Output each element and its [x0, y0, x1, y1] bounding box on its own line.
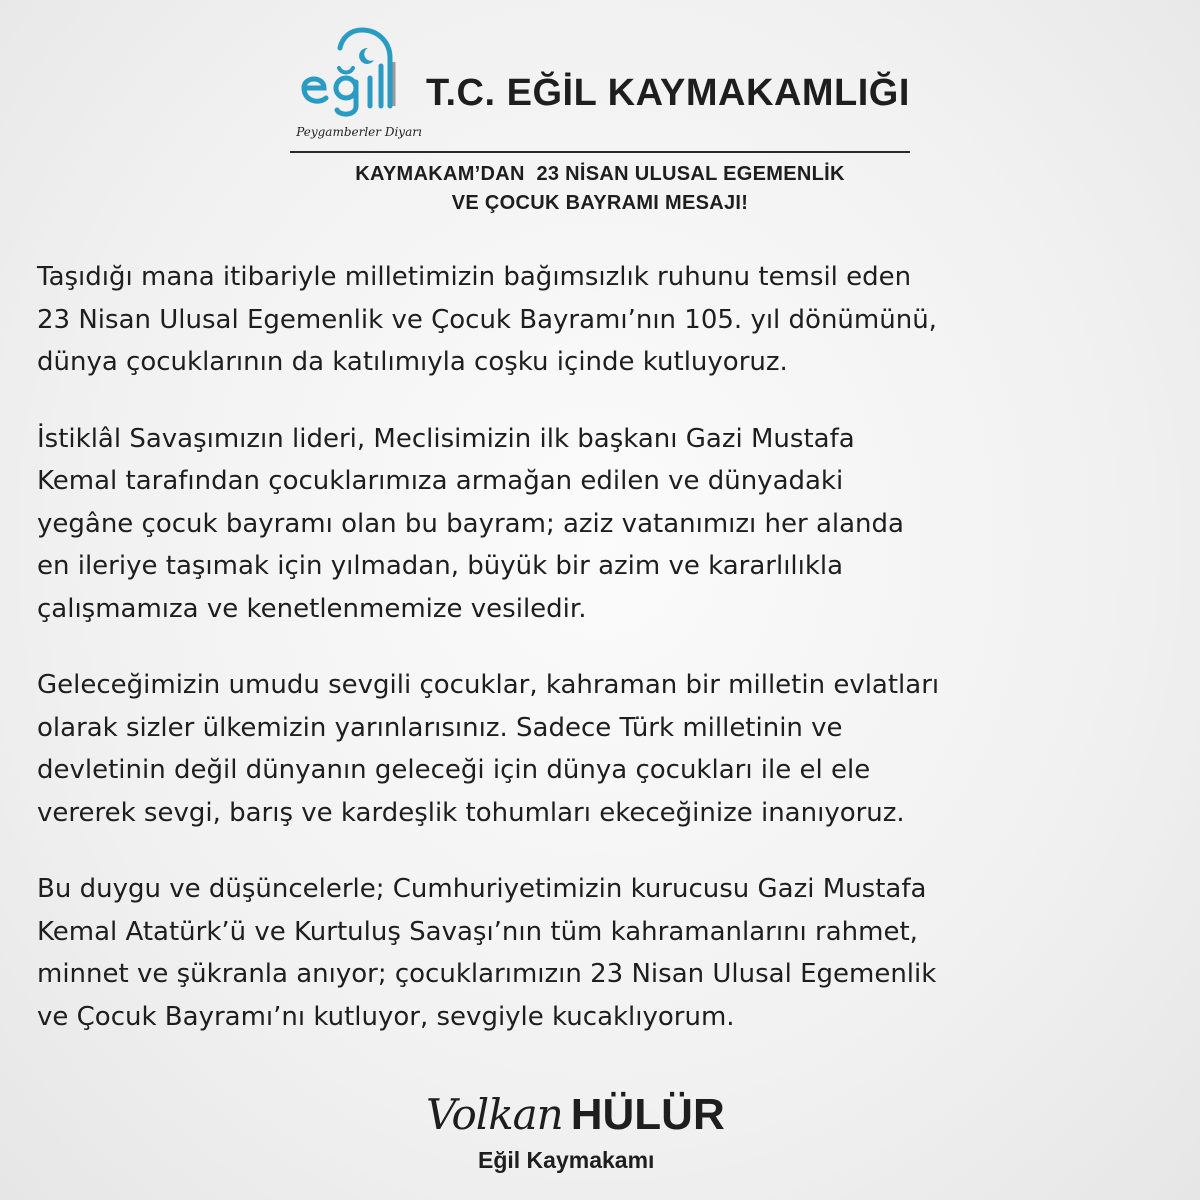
- paragraph-3: [37, 664, 1167, 834]
- organization-title: T.C. EĞİL KAYMAKAMLIĞI: [426, 72, 910, 114]
- header: [290, 18, 930, 148]
- logo-tagline: Peygamberler Diyarı: [296, 125, 422, 139]
- text-line: ve Çocuk Bayramı’nı kutluyor, sevgiyle kucaklıyorum.: [37, 1001, 735, 1032]
- text-line: Taşıdığı mana itibariyle milletimizin bağımsızlık ruhunu temsil eden: [37, 262, 912, 292]
- text-line: İstiklâl Savaşımızın lideri, Meclisimizin ilk başkanı Gazi Mustafa: [37, 423, 855, 454]
- text-line: minnet ve şükranla anıyor; çocuklarımızın 23 Nisan Ulusal Egemenlik: [37, 959, 937, 989]
- egil-logo: [294, 22, 424, 152]
- text-line: Kemal tarafından çocuklarımıza armağan edilen ve dünyadaki: [37, 466, 844, 496]
- paragraph-4: [37, 868, 1167, 1038]
- header-divider: [290, 151, 910, 153]
- signature-block: [420, 1090, 800, 1190]
- signatory-name: [426, 1090, 725, 1140]
- text-line: en ileriye taşımak için yılmadan, büyük bir azim ve kararlılıkla: [37, 551, 844, 581]
- text-line: yegâne çocuk bayramı olan bu bayram; aziz vatanımızı her alanda: [37, 508, 904, 539]
- subject-line: KAYMAKAM’DAN 23 NİSAN ULUSAL EGEMENLİK: [355, 163, 845, 185]
- text-line: vererek sevgi, barış ve kardeşlik tohumları ekeceğinize inanıyoruz.: [37, 797, 905, 828]
- text-line: 23 Nisan Ulusal Egemenlik ve Çocuk Bayramı’nın 105. yıl dönümünü,: [37, 304, 937, 335]
- text-line: olarak sizler ülkemizin yarınlarısınız. Sadece Türk milletinin ve: [37, 712, 843, 743]
- paragraph-2: [37, 418, 1167, 631]
- signatory-last-name: HÜLÜR: [570, 1090, 725, 1139]
- subject-line: VE ÇOCUK BAYRAMI MESAJI!: [451, 192, 749, 214]
- egil-logo-icon: [294, 22, 424, 122]
- text-line: Bu duygu ve düşüncelerle; Cumhuriyetimizin kurucusu Gazi Mustafa: [37, 874, 927, 904]
- message-subject: [260, 160, 940, 218]
- text-line: Geleceğimizin umudu sevgili çocuklar, kahraman bir milletin evlatları: [37, 670, 940, 700]
- text-line: Kemal Atatürk’ü ve Kurtuluş Savaşı’nın tüm kahramanlarını rahmet,: [37, 916, 918, 947]
- text-line: devletinin değil dünyanın geleceği için dünya çocukları ile el ele: [37, 755, 871, 785]
- text-line: çalışmamıza ve kenetlenmemize vesiledir.: [37, 593, 587, 624]
- message-body: [37, 256, 1167, 1072]
- signatory-first-name: Volkan: [426, 1090, 563, 1139]
- paragraph-1: [37, 256, 1167, 384]
- text-line: dünya çocuklarının da katılımıyla coşku içinde kutluyoruz.: [37, 347, 788, 377]
- signatory-title: Eğil Kaymakamı: [478, 1147, 655, 1173]
